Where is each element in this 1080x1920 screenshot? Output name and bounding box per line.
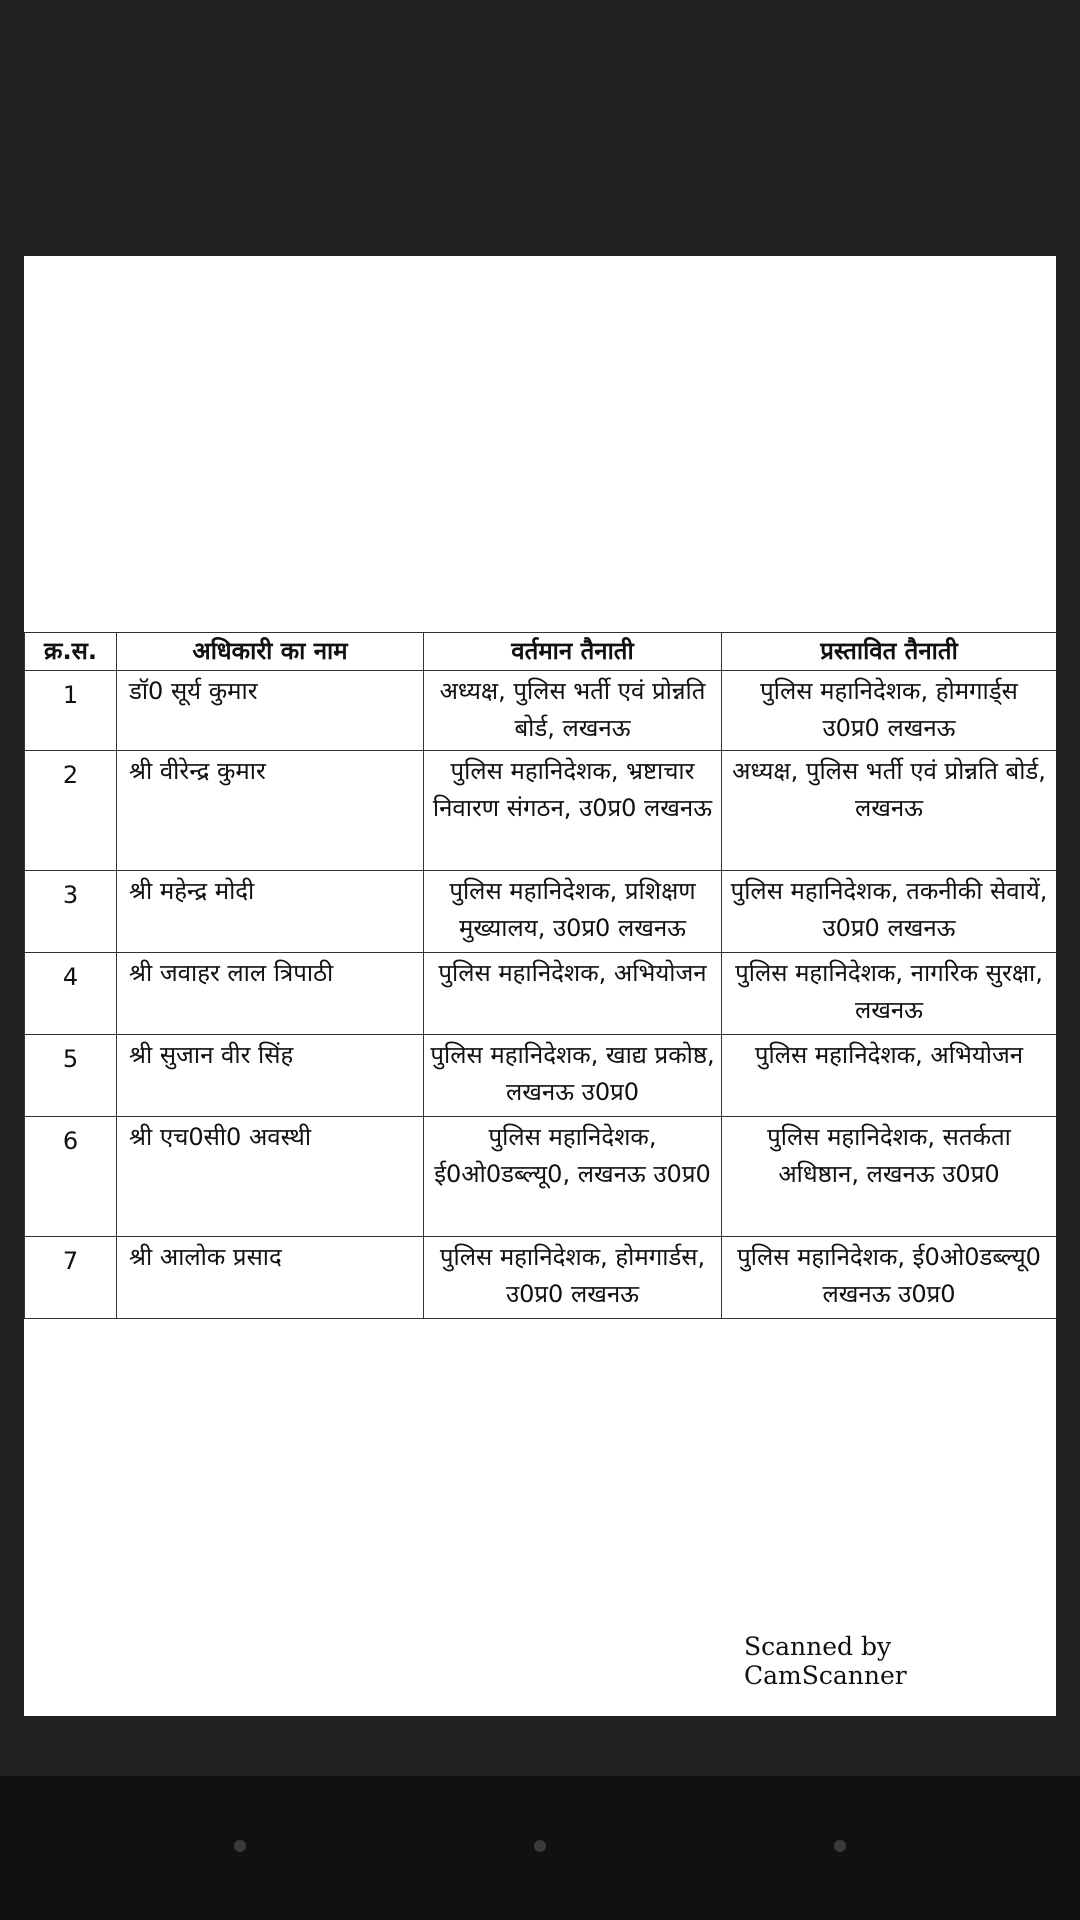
row-proposed-posting: पुलिस महानिदेशक, सतर्कता अधिष्ठान, लखनऊ उ0प्र0 xyxy=(722,1117,1057,1237)
camscanner-watermark: Scanned by CamScanner xyxy=(744,1632,907,1690)
nav-back-icon[interactable] xyxy=(234,1840,246,1852)
table-row xyxy=(25,871,1057,953)
table-header-row xyxy=(25,633,1057,671)
row-officer-name: डॉ0 सूर्य कुमार xyxy=(117,671,424,751)
row-proposed-posting: पुलिस महानिदेशक, होमगार्ड्स उ0प्र0 लखनऊ xyxy=(722,671,1057,751)
row-serial: 2 xyxy=(25,751,117,871)
row-serial: 7 xyxy=(25,1237,117,1319)
row-officer-name: श्री जवाहर लाल त्रिपाठी xyxy=(117,953,424,1035)
col-header-proposed-posting: प्रस्तावित तैनाती xyxy=(722,633,1057,671)
row-current-posting: पुलिस महानिदेशक, ई0ओ0डब्ल्यू0, लखनऊ उ0प्र0 xyxy=(424,1117,722,1237)
row-current-posting: पुलिस महानिदेशक, प्रशिक्षण मुख्यालय, उ0प्र0 लखनऊ xyxy=(424,871,722,953)
row-proposed-posting: पुलिस महानिदेशक, नागरिक सुरक्षा, लखनऊ xyxy=(722,953,1057,1035)
col-header-current-posting: वर्तमान तैनाती xyxy=(424,633,722,671)
row-proposed-posting: पुलिस महानिदेशक, अभियोजन xyxy=(722,1035,1057,1117)
row-current-posting: पुलिस महानिदेशक, भ्रष्टाचार निवारण संगठन, उ0प्र0 लखनऊ xyxy=(424,751,722,871)
table-row xyxy=(25,953,1057,1035)
col-header-officer-name: अधिकारी का नाम xyxy=(117,633,424,671)
table-row xyxy=(25,1117,1057,1237)
row-serial: 3 xyxy=(25,871,117,953)
row-officer-name: श्री आलोक प्रसाद xyxy=(117,1237,424,1319)
table-row xyxy=(25,671,1057,751)
row-serial: 5 xyxy=(25,1035,117,1117)
row-proposed-posting: पुलिस महानिदेशक, ई0ओ0डब्ल्यू0 लखनऊ उ0प्र0 xyxy=(722,1237,1057,1319)
row-officer-name: श्री सुजान वीर सिंह xyxy=(117,1035,424,1117)
table-row xyxy=(25,1237,1057,1319)
row-officer-name: श्री वीरेन्द्र कुमार xyxy=(117,751,424,871)
row-serial: 1 xyxy=(25,671,117,751)
row-proposed-posting: अध्यक्ष, पुलिस भर्ती एवं प्रोन्नति बोर्ड, लखनऊ xyxy=(722,751,1057,871)
row-current-posting: पुलिस महानिदेशक, होमगार्डस, उ0प्र0 लखनऊ xyxy=(424,1237,722,1319)
row-officer-name: श्री महेन्द्र मोदी xyxy=(117,871,424,953)
row-current-posting: अध्यक्ष, पुलिस भर्ती एवं प्रोन्नति बोर्ड, लखनऊ xyxy=(424,671,722,751)
table-row xyxy=(25,751,1057,871)
row-officer-name: श्री एच0सी0 अवस्थी xyxy=(117,1117,424,1237)
row-proposed-posting: पुलिस महानिदेशक, तकनीकी सेवायें, उ0प्र0 लखनऊ xyxy=(722,871,1057,953)
row-current-posting: पुलिस महानिदेशक, खाद्य प्रकोष्ठ, लखनऊ उ0प्र0 xyxy=(424,1035,722,1117)
col-header-serial: क्र.स. xyxy=(25,633,117,671)
row-serial: 6 xyxy=(25,1117,117,1237)
table-row xyxy=(25,1035,1057,1117)
scanned-page xyxy=(24,256,1056,1716)
nav-recents-icon[interactable] xyxy=(834,1840,846,1852)
row-current-posting: पुलिस महानिदेशक, अभियोजन xyxy=(424,953,722,1035)
nav-home-icon[interactable] xyxy=(534,1840,546,1852)
row-serial: 4 xyxy=(25,953,117,1035)
transfer-table xyxy=(24,632,1056,1319)
